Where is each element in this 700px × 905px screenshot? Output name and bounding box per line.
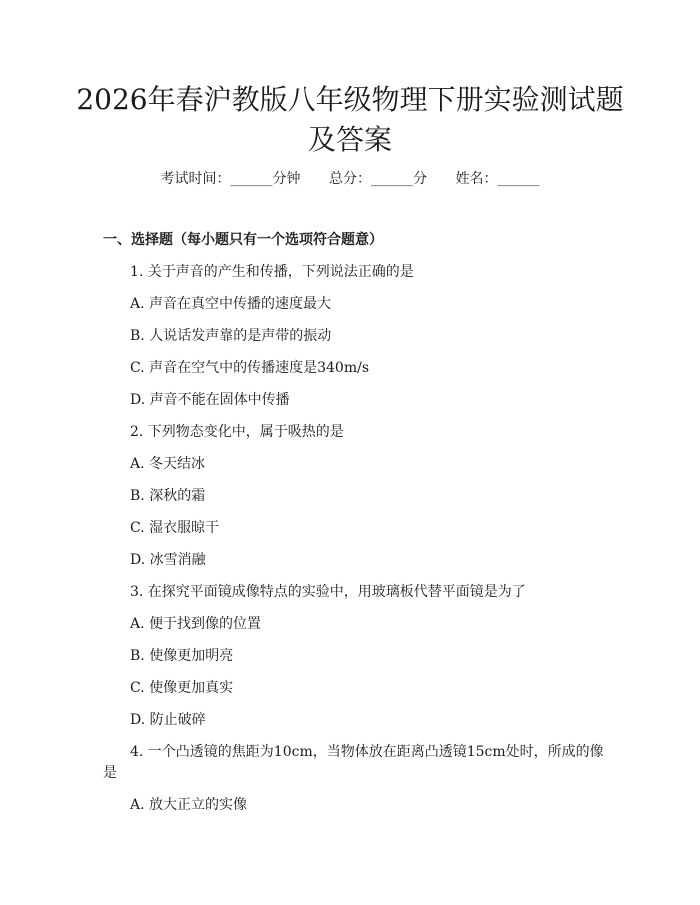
title-line-1: 2026年春沪教版八年级物理下册实验测试题 [76,83,624,116]
q3-option-d: D. 防止破碎 [130,712,206,728]
exam-meta [0,168,700,188]
exam-name: 姓名：______ [455,171,540,187]
question-4-wrap: 是 [103,765,117,781]
exam-score: 总分：______分 [329,171,427,187]
q3-option-c: C. 使像更加真实 [130,680,234,696]
title-line-2: 及答案 [307,123,392,156]
q1-option-a: A. 声音在真空中传播的速度最大 [130,296,332,312]
exam-time: 考试时间：______分钟 [160,171,301,187]
q3-option-b: B. 使像更加明亮 [130,648,234,664]
q2-option-a: A. 冬天结冰 [130,456,206,472]
document-title [60,80,640,160]
q2-option-b: B. 深秋的霜 [130,488,206,504]
q3-option-a: A. 便于找到像的位置 [130,616,262,632]
q4-option-a: A. 放大正立的实像 [130,797,248,813]
question-4: 4. 一个凸透镜的焦距为10cm，当物体放在距离凸透镜15cm处时，所成的像 [130,744,604,760]
question-1: 1. 关于声音的产生和传播，下列说法正确的是 [130,264,414,280]
question-3: 3. 在探究平面镜成像特点的实验中，用玻璃板代替平面镜是为了 [130,584,526,600]
question-2: 2. 下列物态变化中，属于吸热的是 [130,424,344,440]
q2-option-c: C. 湿衣服晾干 [130,520,220,536]
q1-option-c: C. 声音在空气中的传播速度是340m/s [130,360,370,376]
q1-option-b: B. 人说话发声靠的是声带的振动 [130,328,332,344]
section-heading: 一、选择题（每小题只有一个选项符合题意） [103,232,383,248]
q2-option-d: D. 冰雪消融 [130,552,206,568]
q1-option-d: D. 声音不能在固体中传播 [130,392,290,408]
